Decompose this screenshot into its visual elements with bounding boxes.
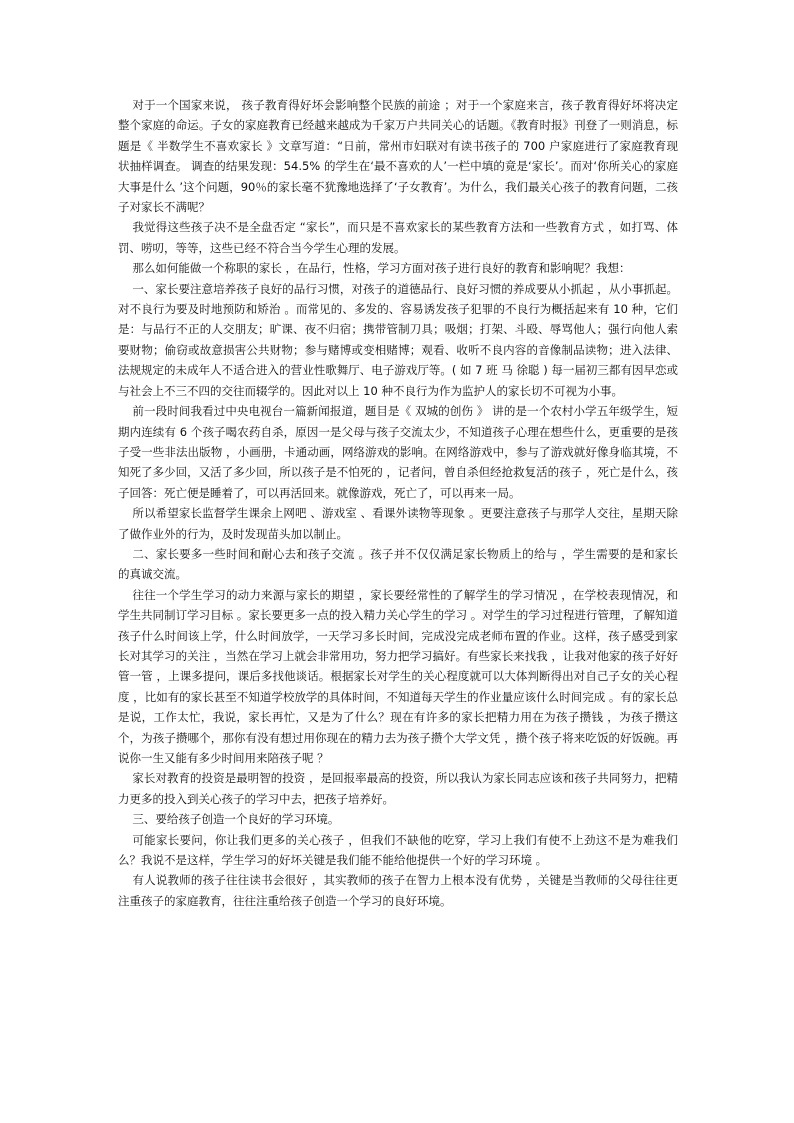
paragraph-supervision: 所以希望家长监督学生课余上网吧 、游戏室 、看课外读物等现象 。更要注意孩子与那学人交往，星期天除了做作业外的行为，及时发现苗头加以制止。 xyxy=(118,506,678,541)
paragraph-intro: 对于一个国家来说， 孩子教育得好坏会影响整个民族的前途 ；对于一个家庭来言，孩子教育得好坏将决定整个家庭的命运。子女的家庭教育已经越来越成为千家万户共同关心的话题。《教育时报》刊登了一则消息，标题是《 半数学生不喜欢家长 》文章写道：“日前，常州市妇联对有读书孩子的 700 户家庭进行了家庭教育现状抽样调查。 调查的结果发现：54.5% 的学生在‘最不喜欢的人’一栏中填的竟是‘家长’。而对‘你所关心的家庭大事是什么 ’这个问题，90％的家长毫不犹豫地选择了‘子女教育’。为什么，我们最关心孩子的教育问题，二孩子对家长不满呢？ xyxy=(118,98,678,215)
paragraph-investment: 家长对教育的投资是最明智的投资 ，是回报率最高的投资，所以我认为家长同志应该和孩子共同努力，把精力更多的投入到关心孩子的学习中去，把孩子培养好。 xyxy=(118,771,678,806)
paragraph-motivation: 往往一个学生学习的动力来源与家长的期望 ，家长要经常性的了解学生的学习情况 ，在学校表现情况，和学生共同制订学习目标 。家长要更多一点的投入精力关心学生的学习 。对学生的学习过程进行管理，了解知道孩子什么时间该上学，什么时间放学，一天学习多长时间，完成没完成老师布置的作业。这样，孩子感受到家长对其学习的关注 ，当然在学习上就会非常用功，努力把学习搞好。有些家长来找我 ，让我对他家的孩子好好管一管 ，上课多提问，课后多找他谈话。根据家长对学生的关心程度就可以大体判断得出对自己子女的关心程度 ，比如有的家长甚至不知道学校放学的具体时间，不知道每天学生的作业量应该什么时间完成 。有的家长总是说，工作太忙，我说，家长再忙，又是为了什么？现在有许多的家长把精力用在为孩子攒钱 ，为孩子攒这个，为孩子攒哪个，那你有没有想过用你现在的精力去为孩子攒个大学文凭 ，攒个孩子将来吃饭的好饭碗。再说你一生又能有多少时间用来陪孩子呢 ？ xyxy=(118,587,678,765)
paragraph-point-one: 一、家长要注意培养孩子良好的品行习惯，对孩子的道德品行、良好习惯的养成要从小抓起 ，从小事抓起。对不良行为要及时地预防和矫治 。而常见的、多发的、容易诱发孩子犯罪的不良行为概括起来有 10 种，它们是：与品行不正的人交朋友；旷课、夜不归宿；携带管制刀具；吸烟；打架、斗殴、辱骂他人；强行向他人索要财物；偷窃或故意损害公共财物；参与赌博或变相赌博；观看、收听不良内容的音像制品读物；进入法律、法规规定的未成年人不适合进入的营业性歌舞厅、电子游戏厅等。( 如 7 班 马 徐聪 ) 每一届初三都有因早恋或与社会上不三不四的交往而辍学的。因此对以上 10 种不良行为作为监护人的家长切不可视为小事。 xyxy=(118,281,678,398)
paragraph-news-report: 前一段时间我看过中央电视台一篇新闻报道，题目是《 双城的创伤 》 讲的是一个农村小学五年级学生，短期内连续有 6 个孩子喝农药自杀，原因一是父母与孩子交流太少，不知道孩子心理在想些什么，更重要的是孩子受一些非法出版物 ，小画册，卡通动画，网络游戏的影响。在网络游戏中，参与了游戏就好像身临其境，不知死了多少回，又活了多少回，所以孩子是不怕死的 ，记者问，曾自杀但经抢救复活的孩子 ，死亡是什么，孩子回答：死亡便是睡着了，可以再活回来。就像游戏，死亡了，可以再来一局。 xyxy=(118,404,678,500)
paragraph-teachers-children: 有人说教师的孩子往往读书会很好 ，其实教师的孩子在智力上根本没有优势 ，关键是当教师的父母往往更注重孩子的家庭教育，往往注重给孩子创造一个学习的良好环境。 xyxy=(118,873,678,908)
paragraph-point-three: 三、要给孩子创造一个良好的学习环境。 xyxy=(132,812,340,827)
paragraph-opinion: 我觉得这些孩子决不是全盘否定 “家长”，而只是不喜欢家长的某些教育方法和一些教育方式 ，如打骂、体罚、唠叨，等等，这些已经不符合当今学生心理的发展。 xyxy=(118,220,678,255)
document-body xyxy=(118,95,678,911)
paragraph-environment: 可能家长要问，你让我们更多的关心孩子 ，但我们不缺他的吃穿，学习上我们有使不上劲这不是为难我们么？我说不是这样，学生学习的好坏关键是我们能不能给他提供一个好的学习环境 。 xyxy=(118,832,678,868)
paragraph-point-two: 二、家长要多一些时间和耐心去和孩子交流 。孩子并不仅仅满足家长物质上的给与 ，学生需要的是和家长的真诚交流。 xyxy=(118,546,678,582)
paragraph-question: 那么如何能做一个称职的家长 ，在品行，性格，学习方面对孩子进行良好的教育和影响呢？我想： xyxy=(132,261,631,276)
